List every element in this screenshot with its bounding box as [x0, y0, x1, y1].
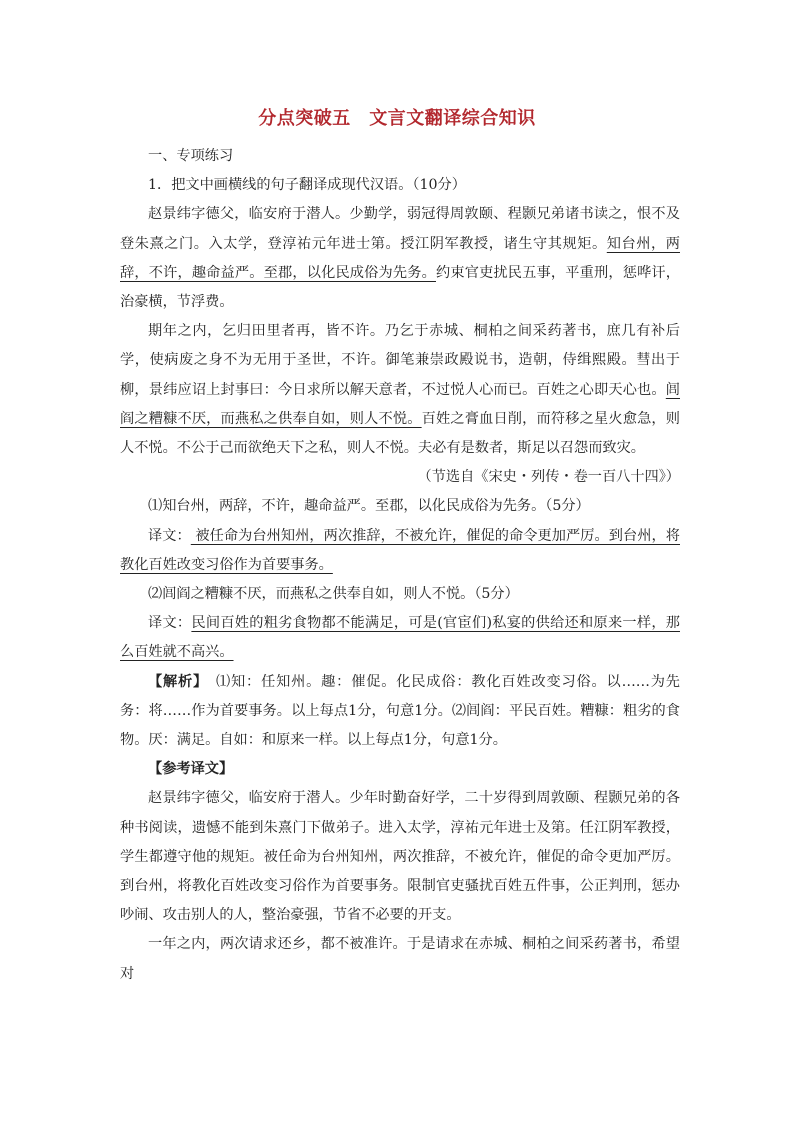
- passage-text: 赵景纬字德父，临安府于潜人。少勤学，弱冠得周敦颐、程颢兄弟诸书读之，恨不及登朱熹之门。入太学，登淳祐元年进士第。授江阴军教授，诸生守其规矩。: [120, 206, 680, 252]
- passage-paragraph-2: [120, 317, 680, 463]
- passage-text: 期年之内，乞归田里者再，皆不许。乃乞于赤城、桐柏之间采药著书，庶几有补后学，使病废之身不为无用于圣世，不许。御笔兼崇政殿说书，造朝，侍缉熙殿。彗出于柳，景纬应诏上封事曰：今日求所以解天意者，不过悦人心而已。百姓之心即天心也。: [120, 323, 680, 398]
- passage-paragraph-1: [120, 200, 680, 317]
- answer-text: 被任命为台州知州，两次推辞，不被允许，催促的命令更加严厉。到台州，将教化百姓改变习俗作为首要事务。: [120, 527, 680, 573]
- passage-text: 约束官吏扰民五事，平重刑，惩哗讦，治豪横，节浮费。: [120, 264, 680, 311]
- answer-2: [120, 609, 680, 667]
- question-1: 1．把文中画横线的句子翻译成现代汉语。（10分）: [148, 177, 466, 194]
- analysis: [120, 668, 680, 756]
- analysis-text: ⑴知：任知州。趣：催促。化民成俗：教化百姓改变习俗。以……为先务：将……作为首要事务。以上每点1分，句意1分。⑵闾阎：平民百姓。糟糠：粗劣的食物。厌：满足。自如：和原来一样。以上每点1分，句意1分。: [120, 673, 680, 749]
- answer-1: [120, 522, 680, 580]
- reference-paragraph-2: 一年之内，两次请求还乡，都不被准许。于是请求在赤城、桐柏之间采药著书，希望对: [120, 936, 680, 982]
- analysis-label: 【解析】: [148, 673, 201, 690]
- answer-label: 译文：: [148, 615, 192, 632]
- underlined-sentence-1: 知台州，两辞，不许，趣命益严。至郡，以化民成俗为先务。: [120, 235, 680, 281]
- passage-text: 百姓之膏血日削，而符移之星火愈急，则人不悦。不公于己而欲绝天下之私，则人不悦。夫必有是数者，斯足以召怨而致灾。: [120, 410, 680, 457]
- answer-label: 译文：: [148, 527, 191, 544]
- underlined-sentence-2: 闾阎之糟糠不厌，而燕私之供奉自如，则人不悦。: [120, 381, 680, 427]
- reference-label: 【参考译文】: [148, 761, 234, 778]
- document-body: [120, 142, 680, 989]
- reference-paragraph-1: 赵景纬字德父，临安府于潜人。少年时勤奋好学，二十岁得到周敦颐、程颢兄弟的各种书阅读，遗憾不能到朱熹门下做弟子。进入太学，淳祐元年进士及第。任江阴军教授，学生都遵守他的规矩。被任命为台州知州，两次推辞，不被允许，催促的命令更加严厉。到台州，将教化百姓改变习俗作为首要事务。限制官吏骚扰百姓五件事，公正判刑，惩办吵闹、攻击别人的人，整治豪强，节省不必要的开支。: [120, 790, 680, 924]
- answer-text: 民间百姓的粗劣食物都不能满足，可是(官宦们)私宴的供给还和原来一样，那么百姓就不高兴。: [120, 615, 680, 661]
- sub-question-2: ⑵闾阎之糟糠不厌，而燕私之供奉自如，则人不悦。（5分）: [148, 586, 519, 603]
- sub-question-1: ⑴知台州，两辞，不许，趣命益严。至郡，以化民成俗为先务。（5分）: [148, 498, 590, 515]
- page-title: 分点突破五 文言文翻译综合知识: [258, 108, 536, 129]
- section-heading: 一、专项练习: [148, 148, 234, 164]
- passage-source: （节选自《宋史・列传・卷一百八十四》）: [417, 469, 680, 486]
